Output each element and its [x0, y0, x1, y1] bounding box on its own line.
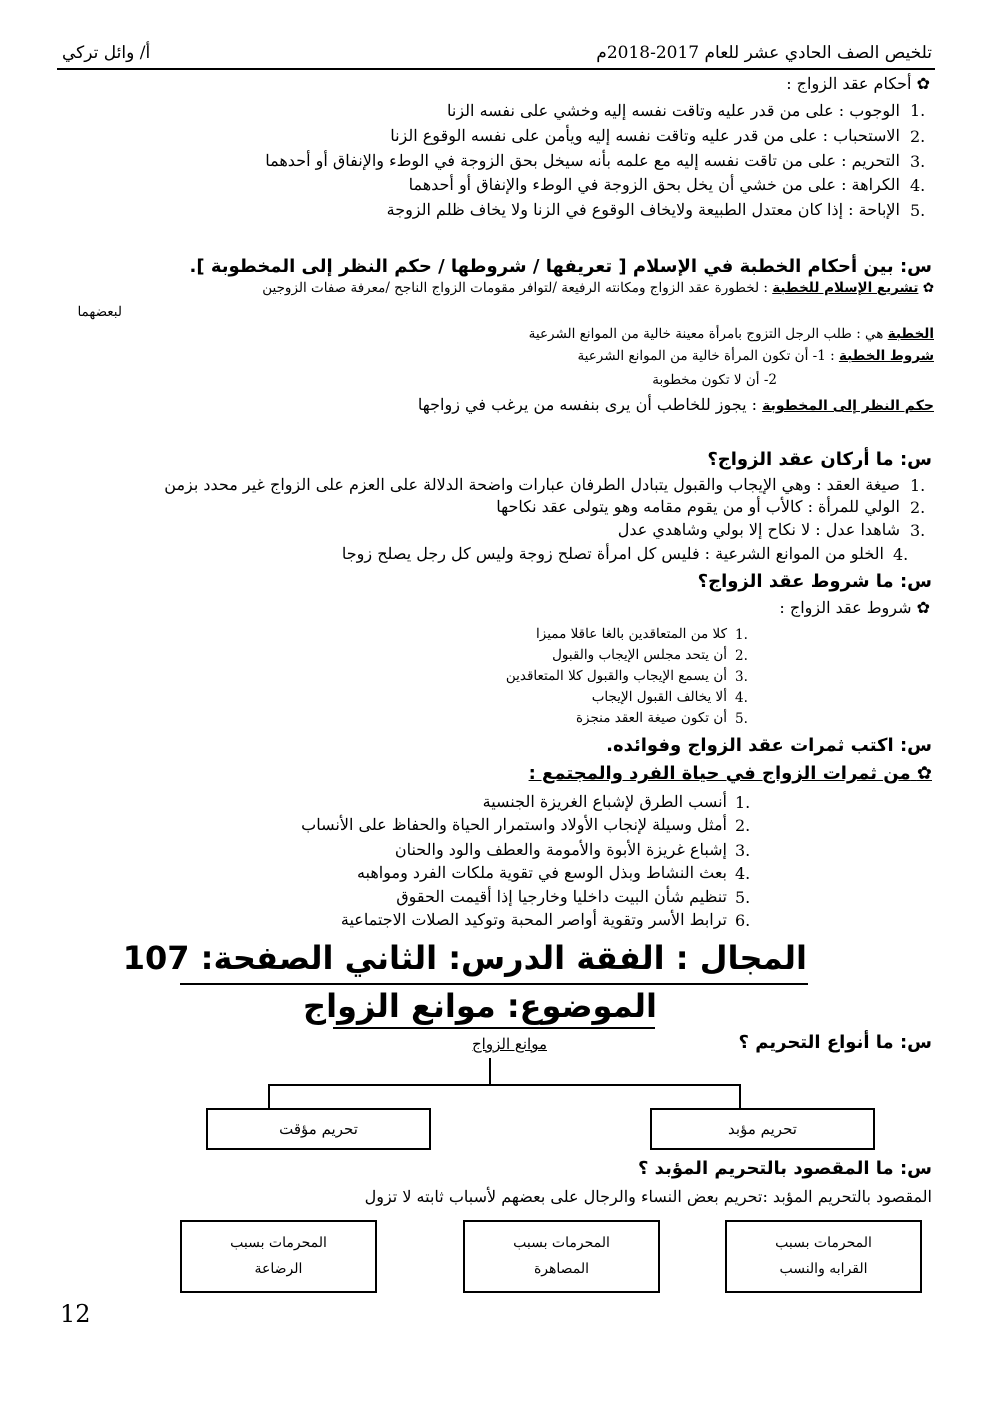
topic-rule	[333, 1027, 655, 1029]
fruit-num: 6.	[735, 911, 751, 930]
permanent-question: س: ما المقصود بالتحريم المؤبد ؟	[637, 1158, 932, 1179]
fruit-num: 2.	[735, 816, 751, 835]
pillar-item-2: الولي للمرأة : كالأب أو من يقوم مقامه وهو يتولى عقد نكاحها	[496, 497, 900, 516]
condition-item-1: كلا من المتعاقدين بالغا عاقلا مميزا	[536, 626, 727, 642]
ruling-num: 2.	[910, 127, 926, 146]
conditions-question: س: ما شروط عقد الزواج؟	[697, 571, 932, 592]
conditions-heading: ✿ شروط عقد الزواج :	[779, 598, 930, 617]
engagement-conditions: شروط الخطبة : 1- أن تكون المرأة خالية من الموانع الشرعية	[577, 348, 934, 364]
header-author: أ/ وائل تركي	[62, 43, 151, 63]
condition-item-4: ألا يخالف القبول الإيجاب	[591, 689, 727, 705]
condition-item-2: أن يتحد مجلس الإيجاب والقبول	[552, 647, 727, 663]
pillar-num: 3.	[910, 521, 926, 540]
flower-icon: ✿	[922, 280, 934, 296]
rulings-heading: ✿ أحكام عقد الزواج :	[786, 74, 930, 93]
ruling-num: 4.	[910, 176, 926, 195]
box-nursing: المحرمات بسبب الرضاعة	[180, 1220, 377, 1293]
engagement-definition: الخطبة هي : طلب الرجل التزوج بامرأة معينة خالية من الموانع الشرعية	[528, 326, 934, 342]
ruling-num: 1.	[910, 101, 926, 120]
pillars-question: س: ما أركان عقد الزواج؟	[707, 449, 932, 470]
fruit-item-5: تنظيم شأن البيت داخليا وخارجيا إذا أقيمت الحقوق	[396, 887, 727, 906]
fruit-num: 1.	[735, 793, 751, 812]
condition-item-3: أن يسمع الإيجاب والقبول كلا المتعاقدين	[505, 668, 727, 684]
fruits-heading: ✿ من ثمرات الزواج في حياة الفرد والمجتمع :	[528, 763, 932, 784]
impediments-question: س: ما أنواع التحريم ؟	[738, 1032, 932, 1053]
diagram-stem	[489, 1058, 491, 1085]
banner-rule	[180, 983, 808, 985]
condition-num: 2.	[735, 648, 748, 664]
engagement-question: س: بين أحكام الخطبة في الإسلام [ تعريفها / شروطها / حكم النظر إلى المخطوبة ].	[189, 256, 932, 277]
box-kinship: المحرمات بسبب القرابه والنسب	[725, 1220, 922, 1293]
condition-num: 5.	[735, 711, 748, 727]
ruling-item-3: التحريم : على من تاقت نفسه إليه مع علمه بأنه سيخل بحق الزوجة في الوطء والإنفاق أو أحدهما	[265, 151, 900, 170]
engagement-legit: ✿ تشريع الإسلام للخطبة : لخطورة عقد الزواج ومكانته الرفيعة /لتوافر مقومات الزواج الناجح /معرفة صفات الزوجين	[262, 280, 934, 296]
fruit-num: 5.	[735, 888, 751, 907]
condition-item-5: أن تكون صيغة العقد منجزة	[575, 710, 727, 726]
header-title: تلخيص الصف الحادي عشر للعام 2017-2018م	[596, 43, 932, 63]
diagram-right-drop	[739, 1084, 741, 1110]
condition-num: 3.	[735, 669, 748, 685]
permanent-definition: المقصود بالتحريم المؤبد :تحريم بعض النساء والرجال على بعضهم لأسباب ثابته لا تزول	[364, 1187, 932, 1206]
topic-title: الموضوع: موانع الزواج	[303, 987, 657, 1025]
page-number: 12	[60, 1300, 91, 1328]
diagram-left-drop	[268, 1084, 270, 1110]
pillar-item-1: صيغة العقد : وهي الإيجاب والقبول يتبادل الطرفان عبارات واضحة الدلالة على العزم على الزواج غير محدد بزمن	[164, 475, 900, 494]
box-temporary-prohibition: تحريم مؤقت	[206, 1108, 431, 1150]
box-marriage: المحرمات بسبب المصاهرة	[463, 1220, 660, 1293]
pillar-num: 2.	[910, 498, 926, 517]
fruit-item-2: أمثل وسيلة لإنجاب الأولاد واستمرار الحياة والحفاظ على الأنساب	[301, 815, 727, 834]
engagement-look: حكم النظر إلى المخطوبة : يجوز للخاطب أن يرى بنفسه من يرغب في زواجها	[417, 395, 934, 414]
ruling-item-1: الوجوب : على من قدر عليه وتاقت نفسه إليه وخشي على نفسه الزنا	[447, 101, 900, 120]
ruling-num: 5.	[910, 201, 926, 220]
ruling-item-5: الإباحة : إذا كان معتدل الطبيعة ولايخاف الوقوع في الزنا ولا يخاف ظلم الزوجة	[386, 200, 900, 219]
fruit-num: 3.	[735, 841, 751, 860]
pillar-item-4: الخلو من الموانع الشرعية : فليس كل امرأة تصلح زوجة وليس كل رجل يصلح زوجا	[341, 544, 884, 563]
fruit-item-1: أنسب الطرق لإشباع الغريزة الجنسية	[482, 792, 727, 811]
engagement-legit-cont: لبعضهما	[77, 304, 122, 320]
diagram-bar	[268, 1084, 741, 1086]
diagram-title: موانع الزواج	[472, 1035, 547, 1053]
engagement-condition-2: 2- أن لا تكون مخطوبة	[652, 372, 777, 388]
fruit-item-3: إشباع غريزة الأبوة والأمومة والعطف والود والحنان	[394, 840, 727, 859]
pillar-item-3: شاهدا عدل : لا نكاح إلا بولي وشاهدي عدل	[617, 520, 900, 539]
flower-icon: ✿	[916, 598, 930, 617]
box-permanent-prohibition: تحريم مؤبد	[650, 1108, 875, 1150]
pillar-num: 4.	[893, 545, 909, 564]
header-rule	[57, 68, 935, 70]
ruling-item-2: الاستحباب : على من قدر عليه وتاقت نفسه إليه ويأمن على نفسه الوقوع الزنا	[390, 126, 900, 145]
fruits-question: س: اكتب ثمرات عقد الزواج وفوائده.	[606, 735, 932, 756]
flower-icon: ✿	[916, 763, 932, 784]
pillar-num: 1.	[910, 476, 926, 495]
fruit-num: 4.	[735, 864, 751, 883]
condition-num: 4.	[735, 690, 748, 706]
ruling-num: 3.	[910, 152, 926, 171]
flower-icon: ✿	[916, 74, 930, 93]
fruit-item-6: ترابط الأسر وتقوية أواصر المحبة وتوكيد الصلات الاجتماعية	[340, 910, 727, 929]
fruit-item-4: بعث النشاط وبذل الوسع في تقوية ملكات الفرد ومواهبه	[356, 863, 727, 882]
ruling-item-4: الكراهة : على من خشي أن يخل بحق الزوجة في الوطء والإنفاق أو أحدهما	[408, 175, 900, 194]
condition-num: 1.	[735, 627, 748, 643]
banner-line: المجال : الفقة الدرس: الثاني الصفحة: 107	[122, 939, 807, 977]
